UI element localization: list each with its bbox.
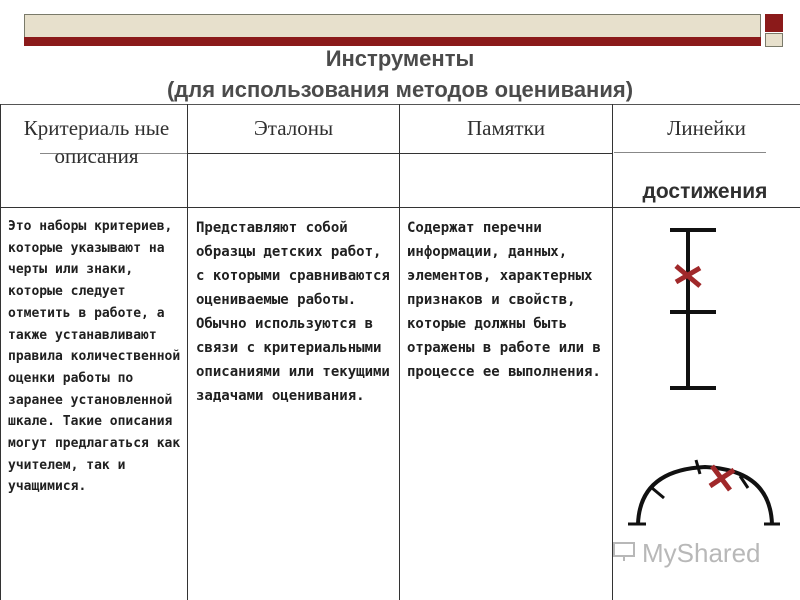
corner-square-light bbox=[765, 33, 783, 47]
presentation-icon bbox=[612, 540, 638, 562]
cell-standards: Представляют собой образцы детских работ, с которыми сравниваются оцениваемые работы. Обычно используются в связи с критериальными описаниями или текущими задачами оценивания. bbox=[196, 220, 390, 404]
slide-title: Инструменты bbox=[325, 46, 475, 71]
vertical-ruler bbox=[670, 230, 716, 388]
header-bottom-border bbox=[0, 207, 800, 208]
col-border-3 bbox=[612, 104, 613, 600]
header-standards: Эталоны bbox=[253, 116, 334, 140]
col-border-1 bbox=[187, 104, 188, 600]
slide-subtitle: (для использования методов оценивания) bbox=[166, 77, 634, 102]
col-border-0 bbox=[0, 104, 1, 600]
table-top-border bbox=[0, 104, 800, 105]
col-border-2 bbox=[399, 104, 400, 600]
ruler-illustration bbox=[620, 220, 780, 540]
corner-square-dark bbox=[765, 14, 783, 32]
header-criteria: Критериаль ные описания bbox=[23, 116, 170, 168]
accent-bar bbox=[24, 37, 761, 46]
watermark-logo: MyShared bbox=[642, 538, 761, 568]
arc-ruler bbox=[628, 460, 780, 524]
header-memos: Памятки bbox=[466, 116, 546, 140]
header-rulers: Линейки bbox=[667, 116, 746, 140]
header-rulers-sub: достижения bbox=[642, 180, 768, 203]
cell-criteria: Это наборы критериев, которые указывают на черты или знаки, которые следует отметить в работе, а также устанавливают правила количественной оценки работы по заранее установленной шкале. Такие описания могут предлагаться как учителем, так и учащимися. bbox=[8, 219, 181, 495]
header-divider-right bbox=[614, 152, 766, 153]
top-bar bbox=[24, 14, 761, 38]
cell-memos: Содержат перечни информации, данных, элементов, характерных признаков и свойств, которые должны быть отражены в работе или в процессе ее выполнения. bbox=[407, 220, 601, 380]
